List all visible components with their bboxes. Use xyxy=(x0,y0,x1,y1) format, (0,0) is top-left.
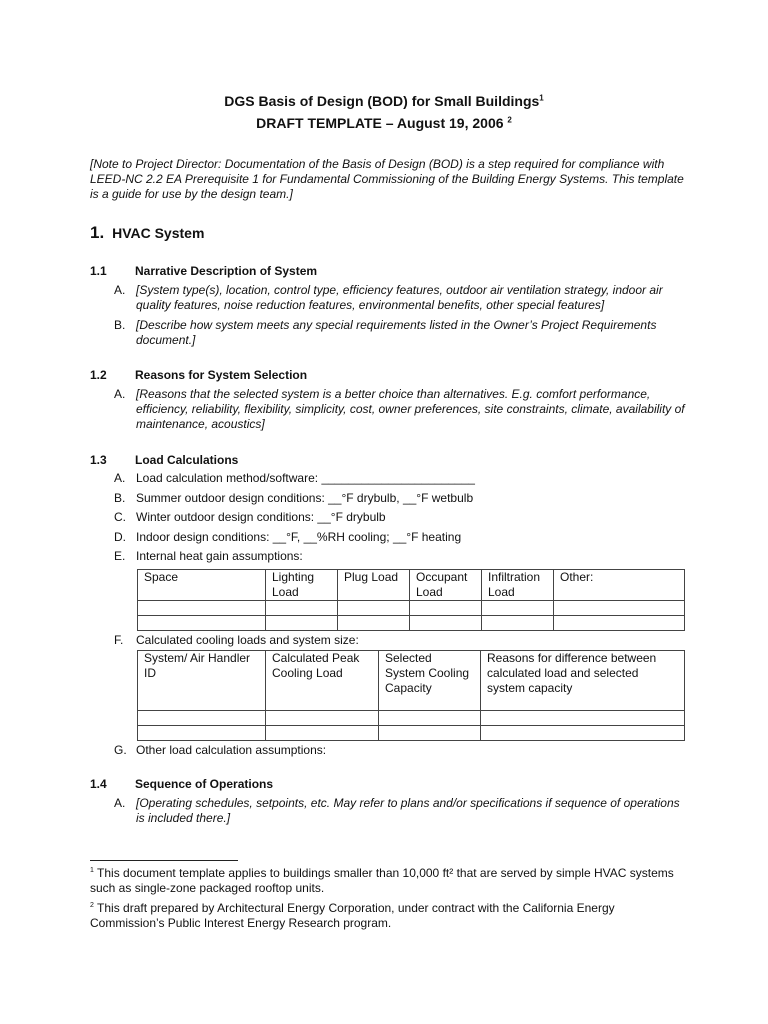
list-item xyxy=(90,631,690,651)
table-header-cell: Other: xyxy=(554,569,685,600)
item-letter: C. xyxy=(114,510,126,524)
item-text: [Describe how system meets any special requirements listed in the Owner’s Project Requirements document.] xyxy=(136,318,657,347)
item-text: Summer outdoor design conditions: __°F drybulb, __°F wetbulb xyxy=(136,490,474,505)
table-header-cell: Lighting Load xyxy=(266,569,338,600)
table-row xyxy=(138,615,685,630)
item-text: [Operating schedules, setpoints, etc. May refer to plans and/or specifications if sequence of operations is included there.] xyxy=(136,796,680,825)
table-header-cell: Plug Load xyxy=(338,569,410,600)
table-cell[interactable] xyxy=(554,600,685,615)
table-cell[interactable] xyxy=(266,711,379,726)
item-text: Calculated cooling loads and system size: xyxy=(136,632,359,647)
section-heading-hvac xyxy=(90,223,204,243)
table-row xyxy=(138,600,685,615)
table-row xyxy=(138,711,685,726)
table-cell[interactable] xyxy=(266,726,379,741)
subsection-1-2 xyxy=(90,367,690,432)
item-text: Internal heat gain assumptions: xyxy=(136,549,303,563)
item-text: [Reasons that the selected system is a better choice than alternatives. E.g. comfort performance, efficiency, reliability, flexibility, simplicity, cost, owner preferences, site constraints, climate, availability of maintenance, acoustics] xyxy=(136,387,685,431)
subsection-number: 1.3 xyxy=(90,453,107,467)
table-cell[interactable] xyxy=(482,615,554,630)
title-block xyxy=(0,92,768,132)
item-letter: A. xyxy=(114,796,126,810)
table-header-cell: System/ Air Handler ID xyxy=(138,651,266,711)
table-header-cell: Occupant Load xyxy=(410,569,482,600)
subsection-number: 1.2 xyxy=(90,368,107,382)
table-header-cell: Reasons for difference between calculated load and selected system capacity xyxy=(481,651,685,711)
subsection-heading xyxy=(90,367,690,384)
table-row xyxy=(138,726,685,741)
item-letter: B. xyxy=(114,490,126,505)
table-cell[interactable] xyxy=(410,615,482,630)
table-header-cell: Space xyxy=(138,569,266,600)
table-cell[interactable] xyxy=(266,615,338,630)
footnote-2 xyxy=(90,901,680,931)
list-item xyxy=(90,469,690,489)
table-header-row xyxy=(138,651,685,711)
table-cell[interactable] xyxy=(138,615,266,630)
title-text: DGS Basis of Design (BOD) for Small Buildings xyxy=(224,93,540,109)
list-item xyxy=(90,318,690,348)
subtitle-text: DRAFT TEMPLATE – August 19, 2006 xyxy=(256,115,504,131)
table-cell[interactable] xyxy=(481,726,685,741)
footnote-divider xyxy=(90,860,238,861)
table-cell[interactable] xyxy=(338,615,410,630)
subsection-heading xyxy=(90,776,690,793)
document-subtitle xyxy=(0,114,768,132)
item-text: Winter outdoor design conditions: __°F drybulb xyxy=(136,510,386,524)
item-letter: E. xyxy=(114,549,126,563)
item-letter: D. xyxy=(114,529,126,544)
footnote-ref-1: 1 xyxy=(539,93,544,103)
subsection-heading xyxy=(90,263,690,280)
footnote-mark: 1 xyxy=(90,867,94,874)
item-text: Load calculation method/software: _______________________ xyxy=(136,471,475,485)
item-letter: G. xyxy=(114,743,127,757)
cooling-loads-table xyxy=(137,650,685,741)
list-item xyxy=(90,387,690,432)
item-letter: A. xyxy=(114,283,126,297)
table-cell[interactable] xyxy=(482,600,554,615)
list-item xyxy=(90,508,690,528)
table-cell[interactable] xyxy=(138,600,266,615)
table-header-cell: Selected System Cooling Capacity xyxy=(379,651,481,711)
table-cell[interactable] xyxy=(481,711,685,726)
subsection-title: Reasons for System Selection xyxy=(135,368,308,382)
item-letter: A. xyxy=(114,387,126,401)
table-cell[interactable] xyxy=(266,600,338,615)
subsection-number: 1.4 xyxy=(90,777,107,791)
footnote-ref-2: 2 xyxy=(507,115,512,125)
footnote-text: This document template applies to buildings smaller than 10,000 ft² that are served by simple HVAC systems such as single-zone packaged rooftop units. xyxy=(90,866,674,895)
subsection-title: Sequence of Operations xyxy=(135,777,274,791)
subsection-heading xyxy=(90,452,690,469)
subsection-1-4 xyxy=(90,776,690,826)
table-cell[interactable] xyxy=(554,615,685,630)
subsection-1-1 xyxy=(90,263,690,348)
document-title xyxy=(0,92,768,110)
table-cell[interactable] xyxy=(338,600,410,615)
table-header-cell: Infiltration Load xyxy=(482,569,554,600)
list-item xyxy=(90,741,690,761)
item-text: Indoor design conditions: __°F, __%RH cooling; __°F heating xyxy=(136,529,462,544)
list-item xyxy=(90,528,690,548)
subsection-1-3 xyxy=(90,452,690,761)
footnote-1 xyxy=(90,866,680,896)
subsection-title: Narrative Description of System xyxy=(135,264,318,278)
subsection-number: 1.1 xyxy=(90,264,107,278)
list-item xyxy=(90,283,690,313)
footnote-text: This draft prepared by Architectural Energy Corporation, under contract with the California Energy Commission’s Public Interest Energy Research program. xyxy=(90,901,615,930)
section-number: 1. xyxy=(90,223,105,242)
table-cell[interactable] xyxy=(138,726,266,741)
item-letter: A. xyxy=(114,471,126,485)
section-title: HVAC System xyxy=(112,225,205,241)
subsection-title: Load Calculations xyxy=(135,453,239,467)
table-header-cell: Calculated Peak Cooling Load xyxy=(266,651,379,711)
item-letter: B. xyxy=(114,318,126,332)
list-item xyxy=(90,547,690,567)
list-item xyxy=(90,796,690,826)
item-text: Other load calculation assumptions: xyxy=(136,743,327,757)
list-item xyxy=(90,489,690,509)
table-cell[interactable] xyxy=(379,726,481,741)
internal-heat-gain-table xyxy=(137,569,685,631)
table-header-row xyxy=(138,569,685,600)
table-cell[interactable] xyxy=(379,711,481,726)
table-cell[interactable] xyxy=(410,600,482,615)
table-cell[interactable] xyxy=(138,711,266,726)
footnote-mark: 2 xyxy=(90,902,94,909)
director-note: [Note to Project Director: Documentation of the Basis of Design (BOD) is a step required for compliance with LEED-NC 2.2 EA Prerequisite 1 for Fundamental Commissioning of the Building Energy Systems. This template is a guide for use by the design team.] xyxy=(90,157,684,201)
item-letter: F. xyxy=(114,632,124,647)
item-text: [System type(s), location, control type, efficiency features, outdoor air ventilation strategy, indoor air quality features, noise reduction features, environmental benefits, other special features] xyxy=(136,283,663,312)
